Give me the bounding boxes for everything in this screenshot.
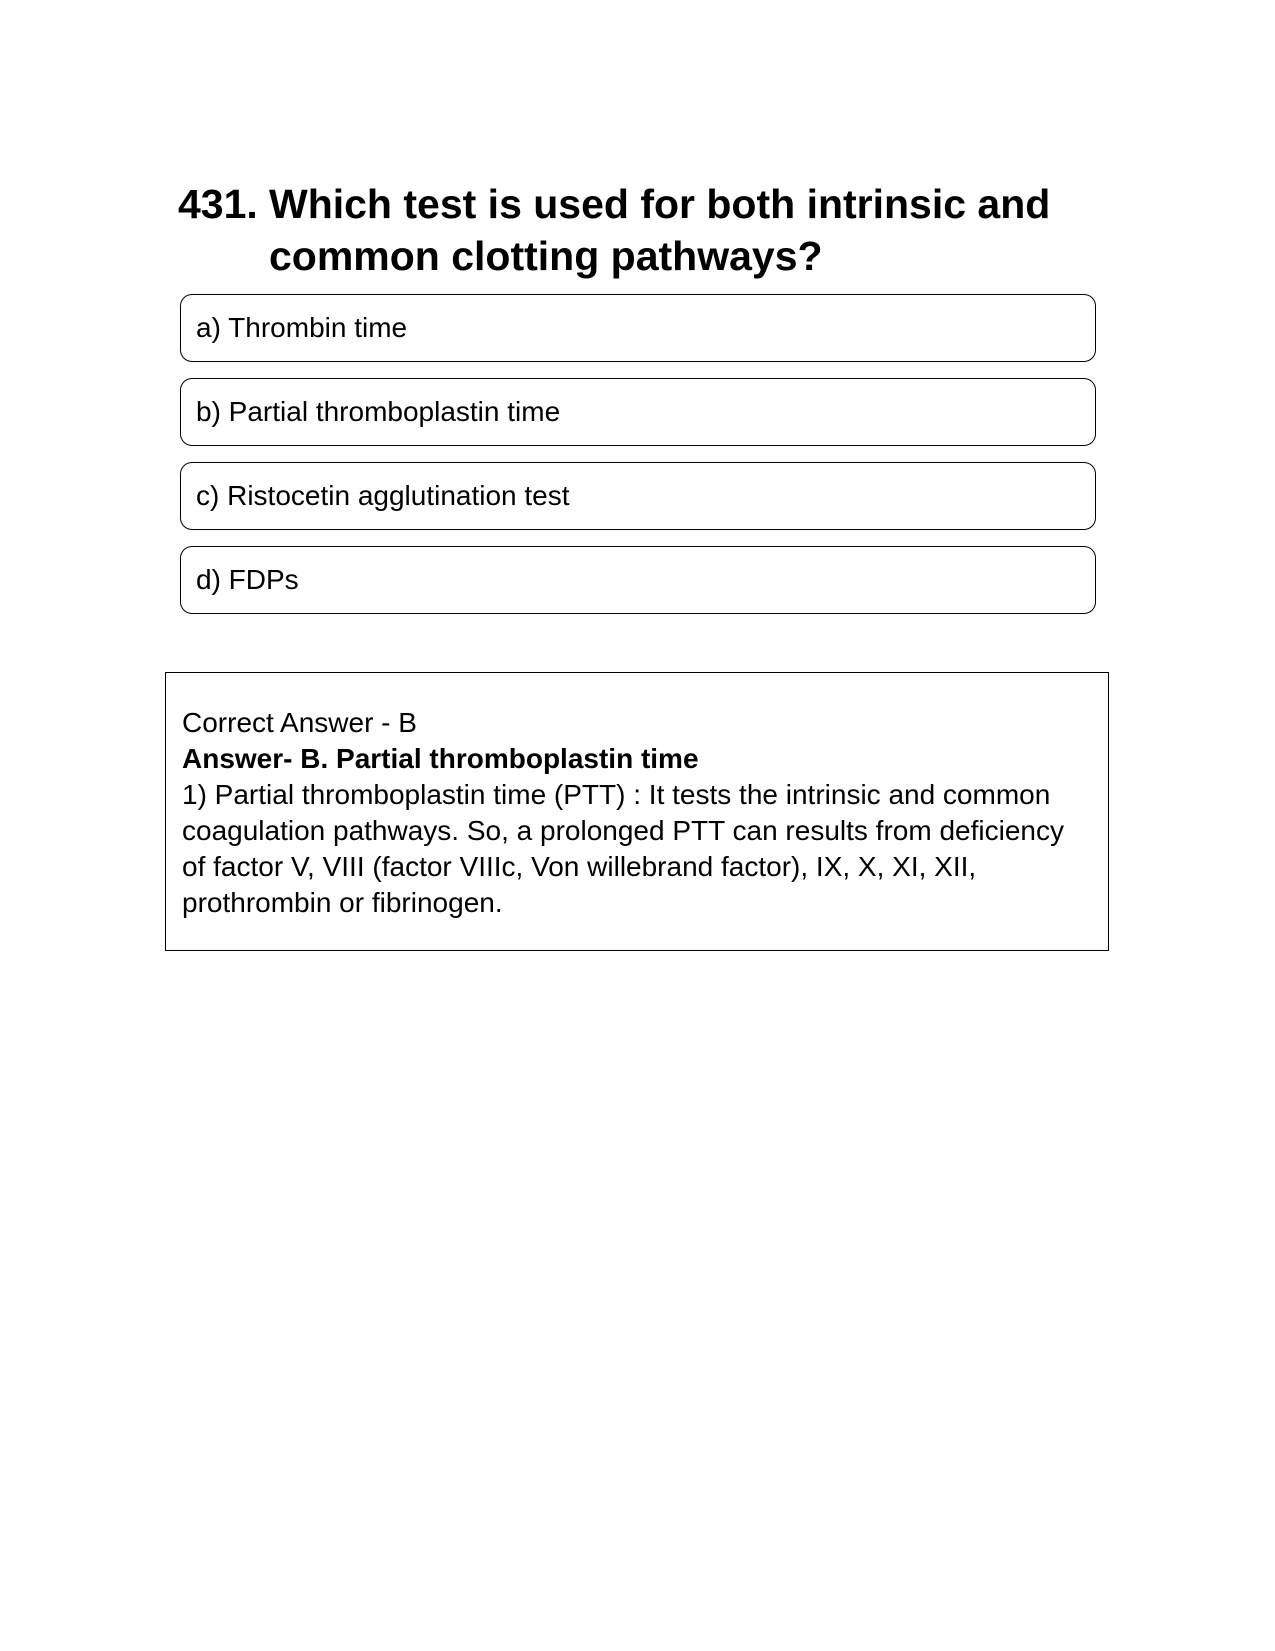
question-number: 431.	[178, 181, 258, 227]
options-list	[180, 294, 1096, 630]
option-c-label: c) Ristocetin agglutination test	[196, 480, 570, 511]
answer-explanation: 1) Partial thromboplastin time (PTT) : It tests the intrinsic and common coagulation pathways. So, a prolonged PTT can results from deficiency of factor V, VIII (factor VIIIc, Von willebrand factor), IX, X, XI, XII, prothrombin or fibrinogen.	[182, 779, 1064, 918]
answer-box	[165, 672, 1109, 951]
answer-heading: Answer- B. Partial thromboplastin time	[182, 743, 699, 774]
option-d-label: d) FDPs	[196, 564, 299, 595]
option-a-label: a) Thrombin time	[196, 312, 408, 343]
option-b[interactable]	[180, 378, 1096, 446]
option-d[interactable]	[180, 546, 1096, 614]
correct-answer: Correct Answer - B	[182, 707, 417, 738]
option-c[interactable]	[180, 462, 1096, 530]
question-block	[178, 178, 1098, 282]
question-text: Which test is used for both intrinsic and common clotting pathways?	[269, 181, 1051, 279]
option-a[interactable]	[180, 294, 1096, 362]
option-b-label: b) Partial thromboplastin time	[196, 396, 561, 427]
